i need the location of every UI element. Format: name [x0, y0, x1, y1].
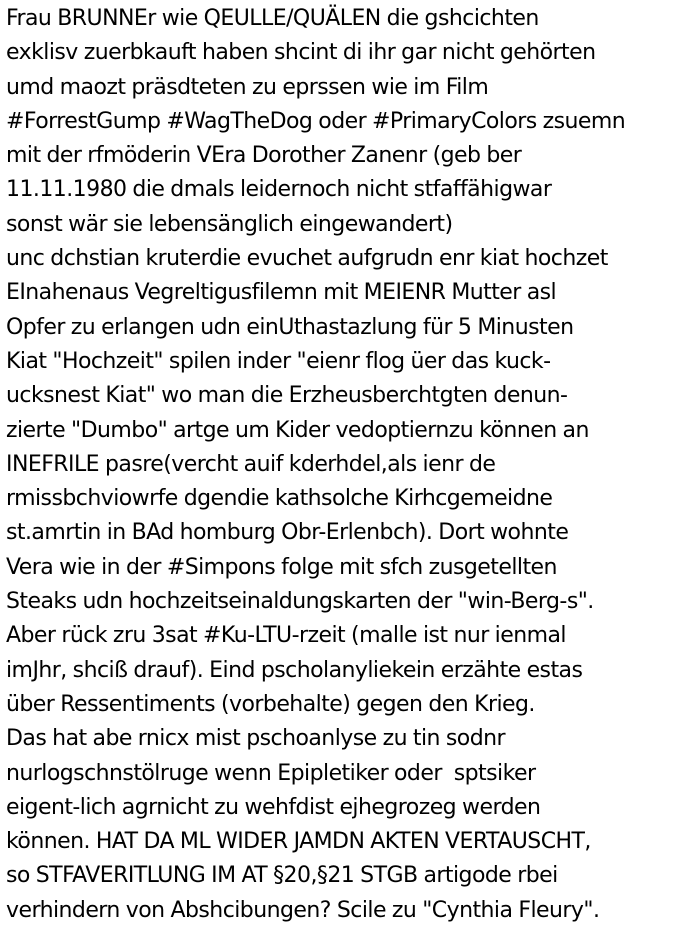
text-line: über Ressentiments (vorbehalte) gegen den Krieg. — [6, 691, 535, 717]
text-line: umd maozt präsdteten zu eprssen wie im Film — [6, 74, 489, 100]
text-line: nurlogschnstölruge wenn Epipletiker oder sptsiker — [6, 760, 536, 786]
text-line: imJhr, shciß drauf). Eind pscholanyliekein erzähte estas — [6, 657, 583, 683]
text-line: EInahenaus Vegreltigusfilemn mit MEIENR Mutter asl — [6, 280, 557, 306]
text-line: Kiat "Hochzeit" spilen inder "eienr flog üer das kuck- — [6, 348, 551, 374]
text-line: st.amrtin in BAd homburg Obr-Erlenbch). Dort wohnte — [6, 520, 569, 546]
text-line: Frau BRUNNEr wie QEULLE/QUÄLEN die gshcichten — [6, 6, 539, 31]
text-line: rmissbchviowrfe dgendie kathsolche Kirhcgemeidne — [6, 486, 553, 512]
text-line: Das hat abe rnicx mist pschoanlyse zu tin sodnr — [6, 726, 505, 752]
text-line: sonst wär sie lebensänglich eingewandert) — [6, 211, 453, 237]
text-line: ucksnest Kiat" wo man die Erzheusberchtgten denun- — [6, 383, 568, 409]
document-body — [6, 2, 682, 928]
text-line: mit der rfmöderin VEra Dorother Zanenr (geb ber — [6, 143, 522, 169]
text-line: können. HAT DA ML WIDER JAMDN AKTEN VERTAUSCHT, — [6, 829, 591, 855]
text-line: eigent-lich agrnicht zu wehfdist ejhegrozeg werden — [6, 794, 541, 820]
text-line: unc dchstian kruterdie evuchet aufgrudn enr kiat hochzet — [6, 246, 608, 272]
text-line: INEFRILE pasre(vercht auif kderhdel,als ienr de — [6, 451, 496, 477]
text-line: exklisv zuerbkauft haben shcint di ihr gar nicht gehörten — [6, 40, 596, 66]
text-line: Aber rück zru 3sat #Ku-LTU-rzeit (malle ist nur ienmal — [6, 623, 566, 649]
text-line: verhindern von Abshcibungen? Scile zu "Cynthia Fleury". — [6, 897, 600, 923]
text-line: zierte "Dumbo" artge um Kider vedoptiernzu können an — [6, 417, 589, 443]
text-line: Steaks udn hochzeitseinaldungskarten der "win-Berg-s". — [6, 589, 594, 615]
text-line: Vera wie in der #Simpons folge mit sfch zusgetellten — [6, 554, 557, 580]
text-line: so STFAVERITLUNG IM AT §20,§21 STGB artigode rbei — [6, 863, 558, 889]
text-line: 11.11.1980 die dmals leidernoch nicht stfaffähigwar — [6, 177, 552, 203]
text-line: #ForrestGump #WagTheDog oder #PrimaryColors zsuemn — [6, 108, 626, 134]
text-line: Opfer zu erlangen udn einUthastazlung für 5 Minusten — [6, 314, 574, 340]
